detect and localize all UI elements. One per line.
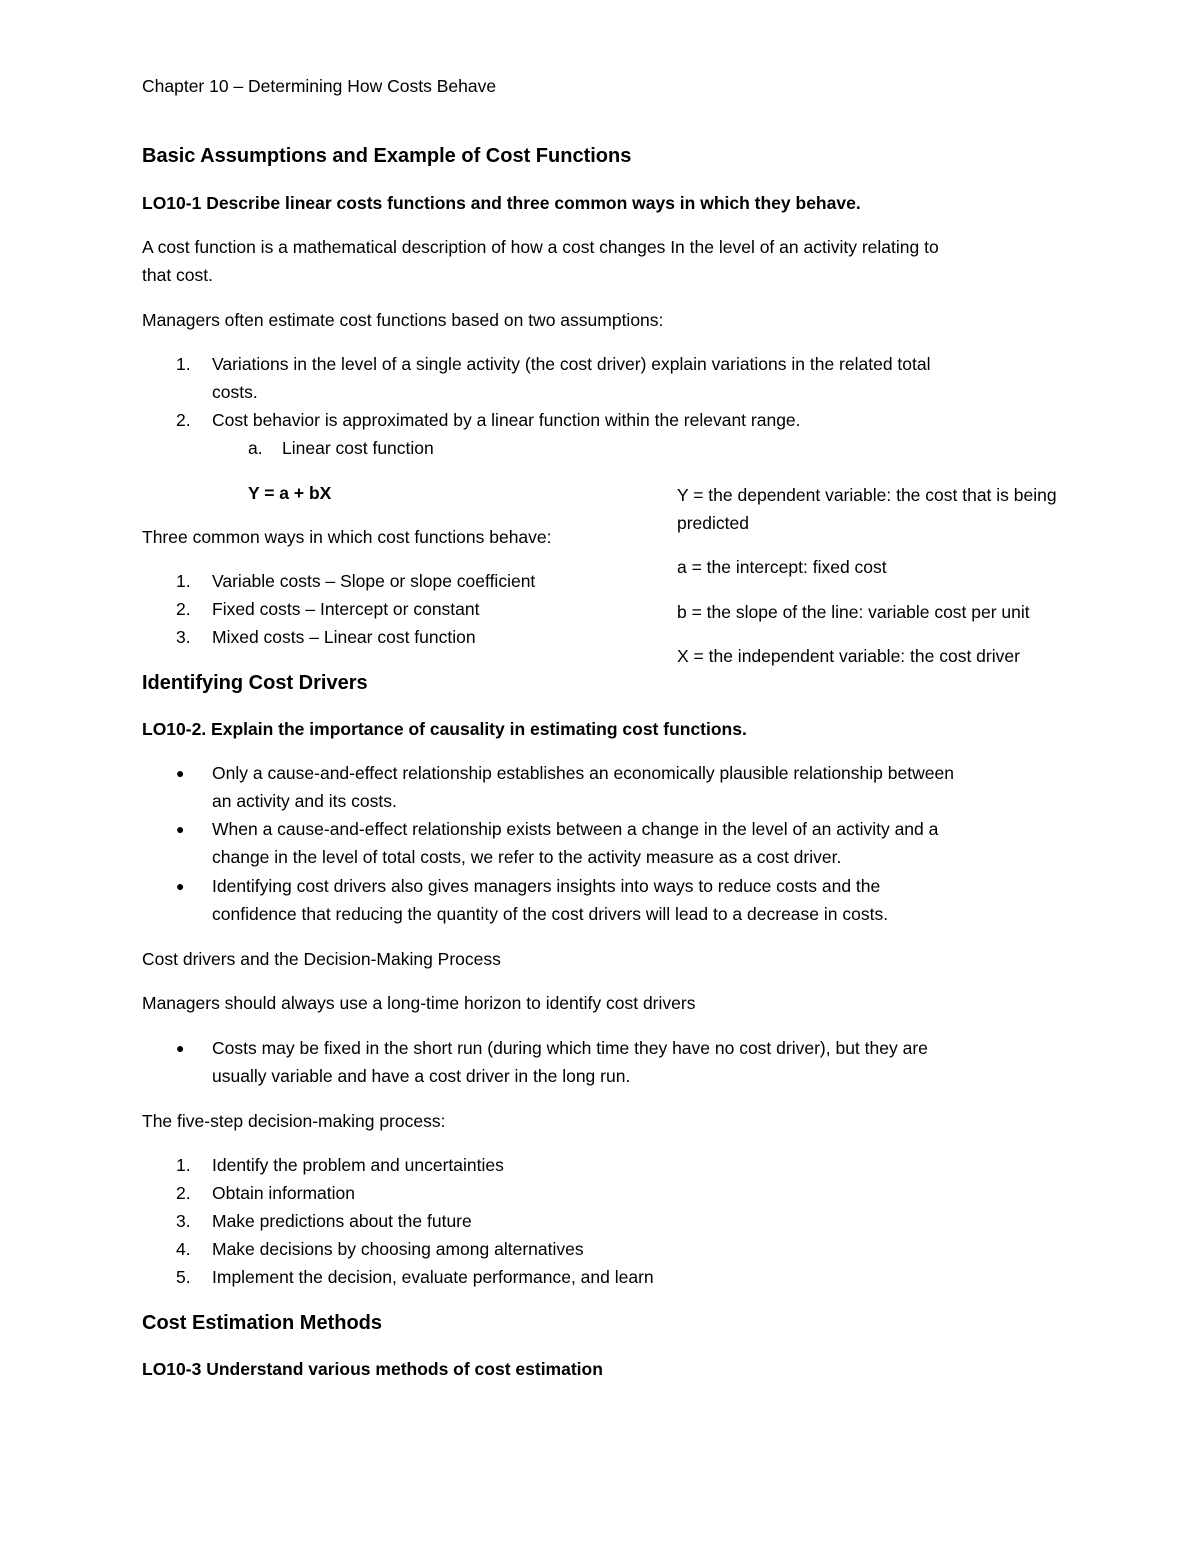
learning-objective-lo10-1: LO10-1 Describe linear costs functions and three common ways in which they behave. <box>142 193 861 213</box>
variable-definition: X = the independent variable: the cost driver <box>677 646 1020 666</box>
bullet-line-1: When a cause-and-effect relationship exists between a change in the level of an activity and a <box>212 819 939 839</box>
bullet-line-1: Costs may be fixed in the short run (during which time they have no cost driver), but they are <box>212 1038 928 1058</box>
bullet-line-2: confidence that reducing the quantity of the cost drivers will lead to a decrease in costs. <box>212 904 889 924</box>
ways-item <box>142 623 476 651</box>
ways-text: Mixed costs – Linear cost function <box>212 627 476 647</box>
step-item <box>142 1179 355 1207</box>
list-number: 5. <box>176 1267 191 1287</box>
step-item <box>142 1151 504 1179</box>
step-text: Make decisions by choosing among alternatives <box>212 1239 584 1259</box>
bullet-icon: ● <box>176 1040 185 1056</box>
assumptions-intro: Managers often estimate cost functions based on two assumptions: <box>142 310 664 330</box>
list-number: 1. <box>176 571 191 591</box>
sub-item-linear-cost-function <box>248 434 434 462</box>
section-heading-basic-assumptions: Basic Assumptions and Example of Cost Functions <box>142 145 632 167</box>
step-item <box>142 1263 654 1291</box>
long-time-horizon-text: Managers should always use a long-time horizon to identify cost drivers <box>142 993 696 1013</box>
variable-definition: a = the intercept: fixed cost <box>677 557 887 577</box>
bullet-icon: ● <box>176 821 185 837</box>
sub-item-letter: a. <box>248 438 263 458</box>
bullet-item <box>142 815 938 871</box>
variable-definition: b = the slope of the line: variable cost per unit <box>677 602 1030 622</box>
step-text: Obtain information <box>212 1183 355 1203</box>
list-number: 2. <box>176 599 191 619</box>
step-text: Implement the decision, evaluate performance, and learn <box>212 1267 654 1287</box>
assumption-line-1: Variations in the level of a single activity (the cost driver) explain variations in the related total <box>212 354 931 374</box>
bullet-line-1: Identifying cost drivers also gives managers insights into ways to reduce costs and the <box>212 876 881 896</box>
list-number: 3. <box>176 627 191 647</box>
step-item <box>142 1207 472 1235</box>
ways-item <box>142 567 535 595</box>
list-number: 2. <box>176 1183 191 1203</box>
assumption-line-1: Cost behavior is approximated by a linear function within the relevant range. <box>212 410 801 430</box>
linear-equation: Y = a + bX <box>248 483 332 503</box>
bullet-icon: ● <box>176 765 185 781</box>
list-number: 2. <box>176 410 191 430</box>
ways-intro: Three common ways in which cost functions behave: <box>142 527 552 547</box>
cost-function-definition-line-2: that cost. <box>142 265 214 285</box>
learning-objective-lo10-3: LO10-3 Understand various methods of cost estimation <box>142 1359 603 1379</box>
variable-definition <box>677 481 1057 537</box>
bullet-line-2: change in the level of total costs, we refer to the activity measure as a cost driver. <box>212 847 842 867</box>
assumption-item <box>142 406 801 434</box>
step-text: Make predictions about the future <box>212 1211 472 1231</box>
sub-item-text: Linear cost function <box>282 438 434 458</box>
ways-text: Fixed costs – Intercept or constant <box>212 599 480 619</box>
bullet-item <box>142 759 954 815</box>
bullet-item <box>142 1034 928 1090</box>
learning-objective-lo10-2: LO10-2. Explain the importance of causality in estimating cost functions. <box>142 719 747 739</box>
list-number: 3. <box>176 1211 191 1231</box>
step-item <box>142 1235 584 1263</box>
assumption-item <box>142 350 931 406</box>
step-text: Identify the problem and uncertainties <box>212 1155 504 1175</box>
bullet-line-2: usually variable and have a cost driver in the long run. <box>212 1066 631 1086</box>
ways-item <box>142 595 480 623</box>
bullet-icon: ● <box>176 878 185 894</box>
variable-definition-line-2: predicted <box>677 513 749 533</box>
chapter-title: Chapter 10 – Determining How Costs Behave <box>142 76 497 96</box>
list-number: 1. <box>176 354 191 374</box>
list-number: 1. <box>176 1155 191 1175</box>
bullet-line-2: an activity and its costs. <box>212 791 397 811</box>
assumption-line-2: costs. <box>212 382 258 402</box>
bullet-item <box>142 872 888 928</box>
ways-text: Variable costs – Slope or slope coefficient <box>212 571 536 591</box>
list-number: 4. <box>176 1239 191 1259</box>
variable-definition-line-1: Y = the dependent variable: the cost that is being <box>677 485 1057 505</box>
bullet-line-1: Only a cause-and-effect relationship establishes an economically plausible relationship between <box>212 763 954 783</box>
section-heading-identifying-cost-drivers: Identifying Cost Drivers <box>142 672 368 694</box>
cost-function-definition-line-1: A cost function is a mathematical description of how a cost changes In the level of an activity relating to <box>142 237 939 257</box>
subheading-decision-making-process: Cost drivers and the Decision-Making Process <box>142 949 501 969</box>
section-heading-cost-estimation-methods: Cost Estimation Methods <box>142 1312 383 1334</box>
five-step-intro: The five-step decision-making process: <box>142 1111 446 1131</box>
